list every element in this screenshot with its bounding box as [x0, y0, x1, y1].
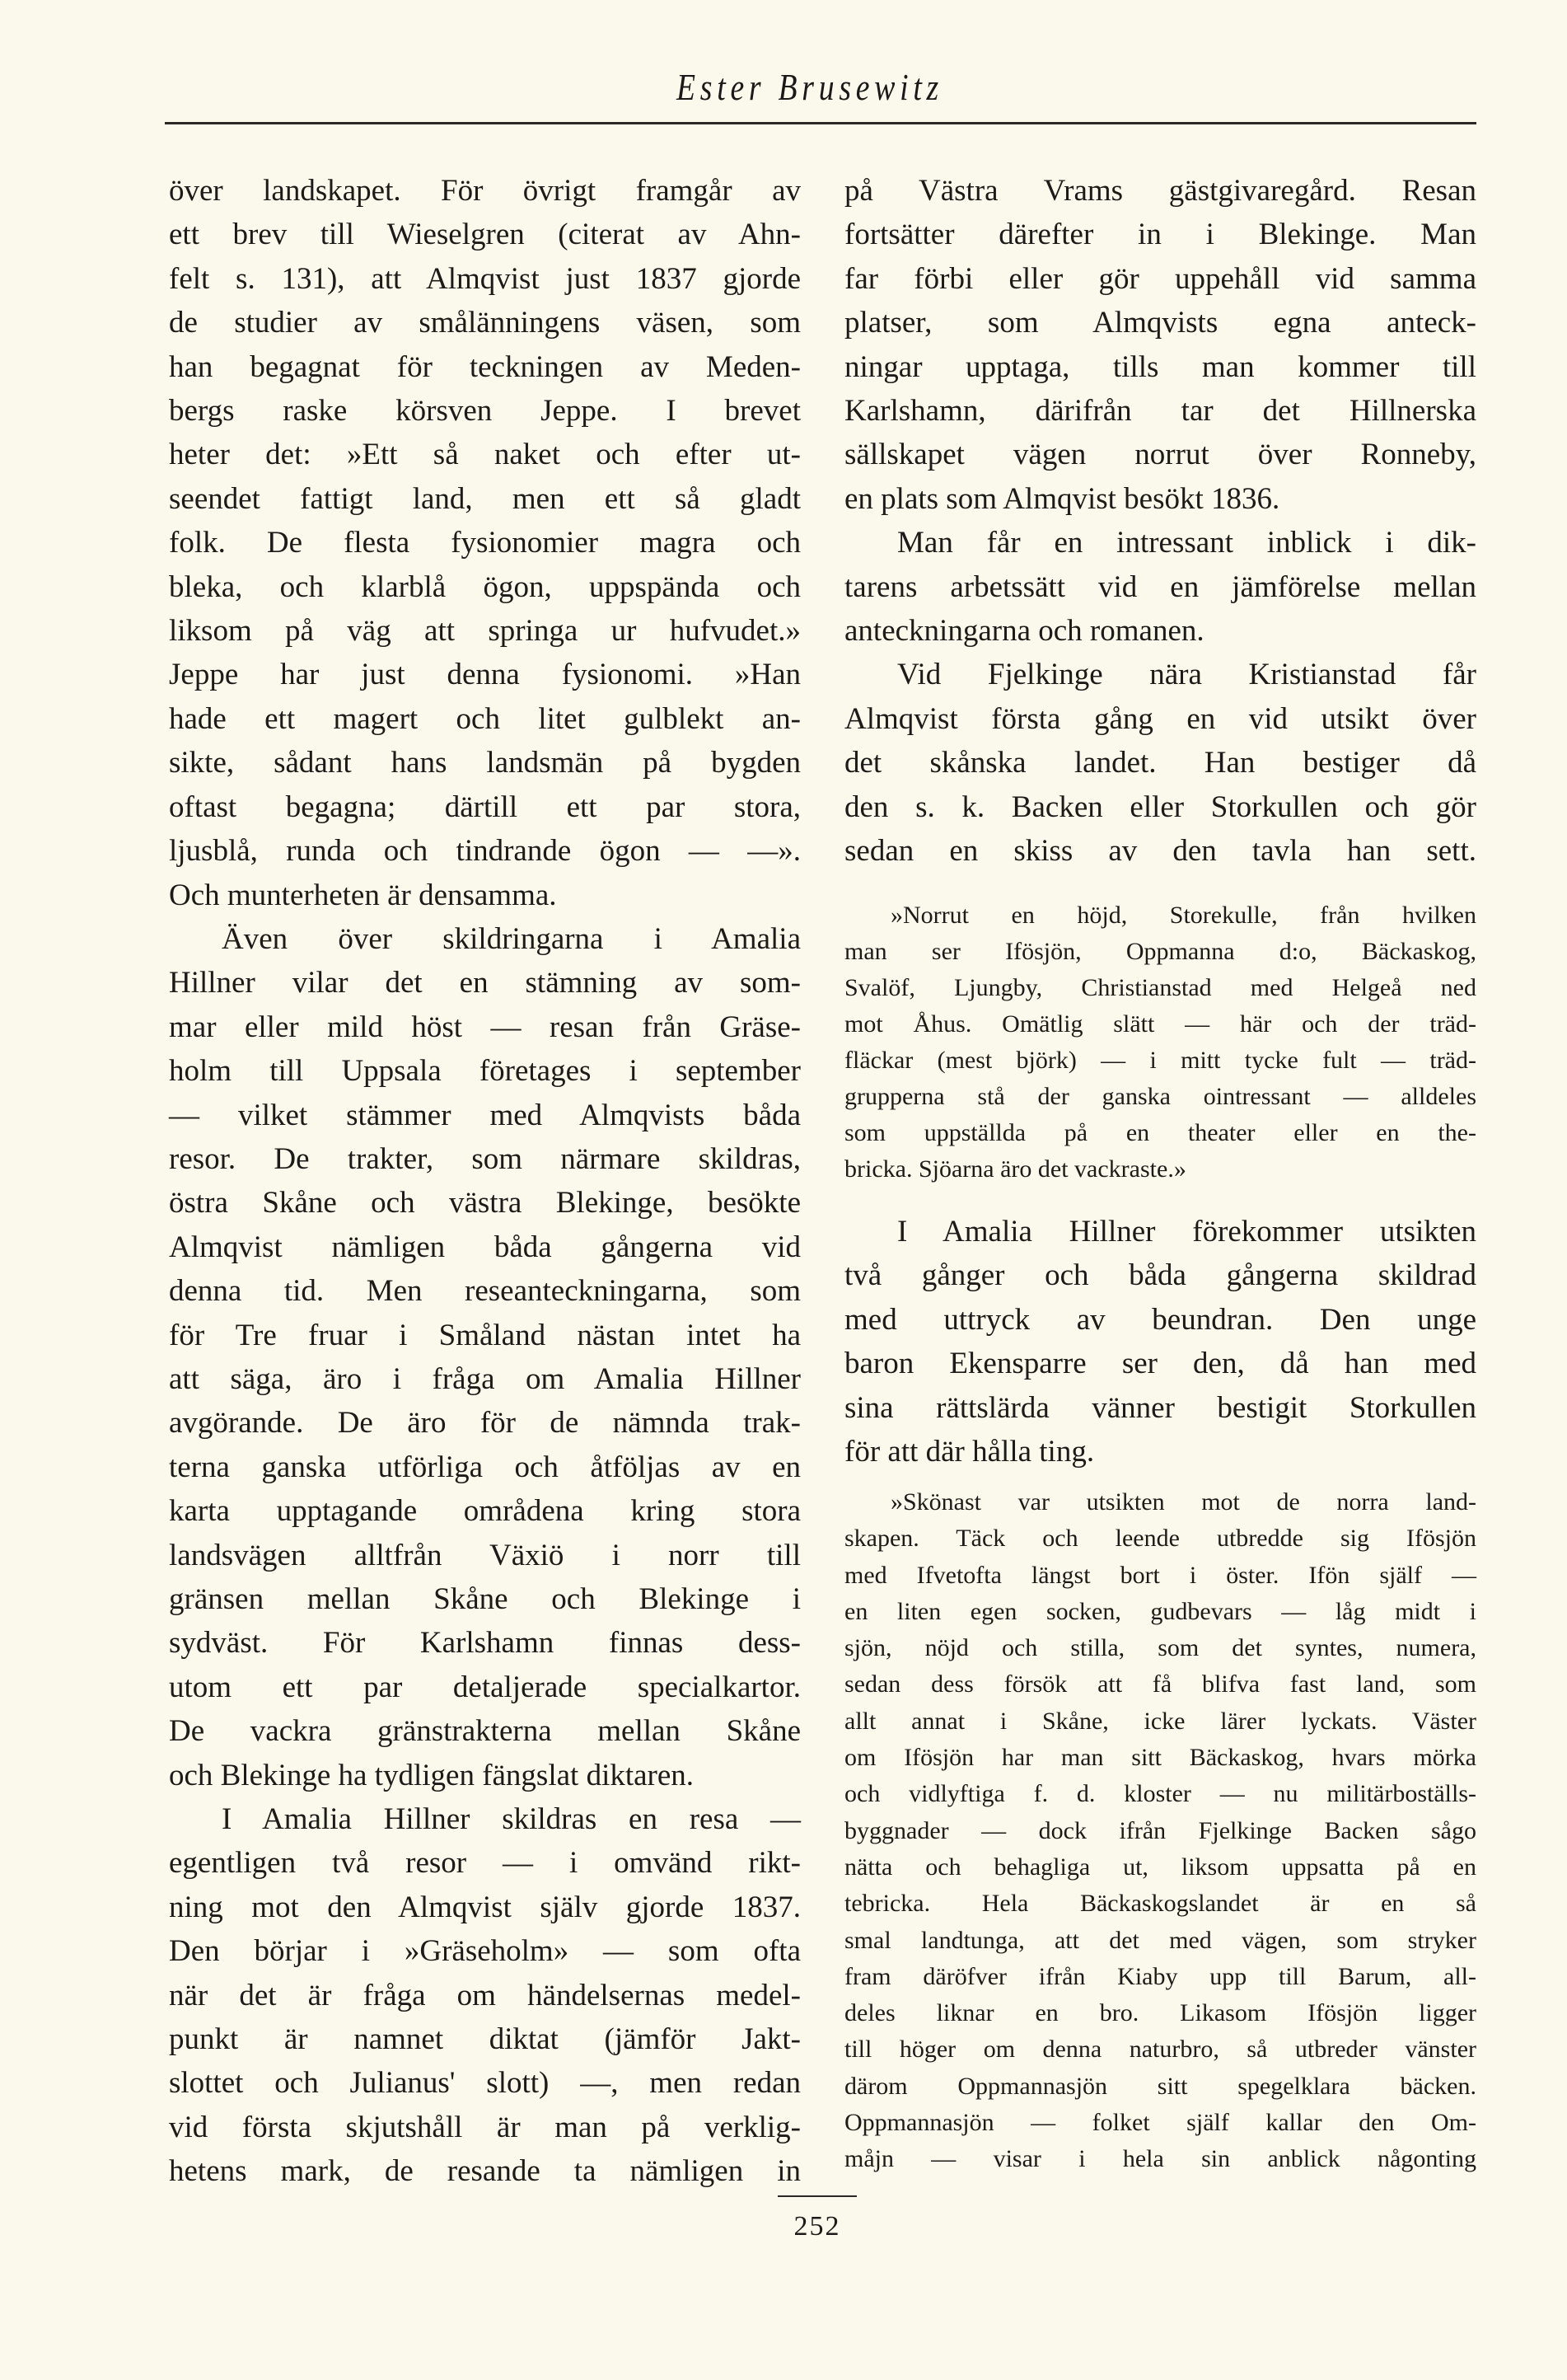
text-line: I Amalia Hillner skildras en resa — — [222, 1802, 801, 1837]
text-line: I Amalia Hillner förekommer utsikten — [897, 1215, 1476, 1249]
text-line: utom ett par detaljerade specialkartor. — [169, 1670, 801, 1704]
text-line: holm till Uppsala företages i september — [169, 1054, 801, 1089]
text-line: anteckningarna och romanen. — [844, 614, 1204, 649]
text-line: allt annat i Skåne, icke lärer lyckats. Väster — [844, 1707, 1476, 1735]
text-line: två gånger och båda gångerna skildrad — [844, 1258, 1476, 1293]
text-line: skapen. Täck och leende utbredde sig Ifösjön — [844, 1525, 1476, 1553]
text-line: Oppmannasjön — folket själf kallar den Om- — [844, 2109, 1476, 2137]
paragraph-amalia-hillner — [844, 1210, 1476, 1473]
text-line: Man får en intressant inblick i dik- — [897, 526, 1476, 560]
text-line: egentligen två resor — i omvänd rikt- — [169, 1846, 801, 1881]
text-line: ningar upptaga, tills man kommer till — [844, 349, 1476, 384]
paragraph — [844, 653, 1476, 873]
text-line: med Ifvetofta längst bort i öster. Ifön själf — — [844, 1561, 1476, 1589]
text-line: — vilket stämmer med Almqvists båda — [169, 1098, 801, 1132]
text-line: en liten egen socken, gudbevars — låg midt i — [844, 1597, 1476, 1625]
text-line: De vackra gränstrakterna mellan Skåne — [169, 1714, 801, 1749]
text-line: fram däröfver ifrån Kiaby upp till Barum, all- — [844, 1962, 1476, 1990]
text-line: man ser Ifösjön, Oppmanna d:o, Bäckaskog, — [844, 938, 1476, 965]
text-line: en plats som Almqvist besökt 1836. — [844, 481, 1280, 516]
text-line: »Norrut en höjd, Storekulle, från hvilken — [891, 902, 1476, 929]
text-line: sedan en skiss av den tavla han sett. — [844, 834, 1476, 869]
text-line: östra Skåne och västra Blekinge, besökte — [169, 1186, 801, 1220]
text-line: avgörande. De äro för de nämnda trak- — [169, 1406, 801, 1441]
text-line: med uttryck av beundran. Den unge — [844, 1302, 1476, 1337]
text-line: till höger om denna naturbro, så utbreder vänster — [844, 2036, 1476, 2064]
text-line: vid första skjutshåll är man på verklig- — [169, 2110, 801, 2144]
block-quote-almqvist-notes — [844, 897, 1476, 1188]
text-line: över landskapet. För övrigt framgår av — [169, 174, 801, 208]
text-line: Den börjar i »Gräseholm» — som ofta — [169, 1934, 801, 1969]
text-line: ett brev till Wieselgren (citerat av Ahn- — [169, 218, 801, 252]
text-line: på Västra Vrams gästgivaregård. Resan — [844, 174, 1476, 208]
text-line: far förbi eller gör uppehåll vid samma — [844, 261, 1476, 296]
text-line: hade ett magert och litet gulblekt an- — [169, 701, 801, 736]
text-line: sedan dess försök att få blifva fast land, som — [844, 1670, 1476, 1698]
text-line: det skånska landet. Han bestiger då — [844, 746, 1476, 780]
text-line: och vidlyftiga f. d. kloster — nu militärboställs- — [844, 1780, 1476, 1808]
text-line: punkt är namnet diktat (jämför Jakt- — [169, 2022, 801, 2057]
header-rule — [165, 122, 1476, 124]
paragraph — [844, 1484, 1476, 2178]
text-line: Även över skildringarna i Amalia — [222, 921, 801, 956]
text-line: mar eller mild höst — resan från Gräse- — [169, 1010, 801, 1044]
text-line: Jeppe har just denna fysionomi. »Han — [169, 658, 801, 692]
paragraph — [169, 1797, 801, 2194]
page-number: 252 — [793, 2211, 841, 2242]
page-number-rule — [778, 2195, 857, 2197]
text-line: fläckar (mest björk) — i mitt tycke fult — träd- — [844, 1047, 1476, 1074]
text-line: landsvägen alltfrån Växiö i norr till — [169, 1538, 801, 1572]
text-line: felt s. 131), att Almqvist just 1837 gjorde — [169, 261, 801, 296]
text-line: Svalöf, Ljungby, Christianstad med Helgeå ned — [844, 974, 1476, 1001]
text-line: Almqvist första gång en vid utsikt över — [844, 701, 1476, 736]
text-line: nätta och behagliga ut, liksom uppsatta på en — [844, 1853, 1476, 1881]
right-column-text — [844, 169, 1476, 874]
left-column — [169, 169, 801, 2194]
text-line: heter det: »Ett så naket och efter ut- — [169, 438, 801, 472]
text-line: ning mot den Almqvist själv gjorde 1837. — [169, 1890, 801, 1924]
text-line: sällskapet vägen norrut över Ronneby, — [844, 438, 1476, 472]
text-line: resor. De trakter, som närmare skildras, — [169, 1141, 801, 1176]
text-line: terna ganska utförliga och åtföljas av en — [169, 1450, 801, 1484]
text-line: den s. k. Backen eller Storkullen och gör — [844, 789, 1476, 824]
text-line: Och munterheten är densamma. — [169, 878, 557, 912]
text-line: seendet fattigt land, men ett så gladt — [169, 481, 801, 516]
text-line: bricka. Sjöarna äro det vackraste.» — [844, 1155, 1186, 1183]
text-line: byggnader — dock ifrån Fjelkinge Backen sågo — [844, 1816, 1476, 1844]
paragraph — [169, 169, 801, 917]
text-line: Karlshamn, därifrån tar det Hillnerska — [844, 394, 1476, 429]
text-line: Vid Fjelkinge nära Kristianstad får — [897, 658, 1476, 692]
text-line: ljusblå, runda och tindrande ögon — —». — [169, 834, 801, 869]
text-line: bleka, och klarblå ögon, uppspända och — [169, 569, 801, 604]
text-line: om Ifösjön har man sitt Bäckaskog, hvars mörka — [844, 1744, 1476, 1772]
text-line: sikte, sådant hans landsmän på bygden — [169, 746, 801, 780]
text-line: de studier av smålänningens väsen, som — [169, 306, 801, 340]
text-line: karta upptagande områdena kring stora — [169, 1494, 801, 1529]
text-line: Almqvist nämligen båda gångerna vid — [169, 1230, 801, 1264]
text-line: Hillner vilar det en stämning av som- — [169, 966, 801, 1000]
text-line: grupperna stå der ganska ointressant — alldeles — [844, 1083, 1476, 1110]
paragraph — [169, 917, 801, 1797]
text-line: baron Ekensparre ser den, då han med — [844, 1347, 1476, 1381]
text-line: liksom på väg att springa ur hufvudet.» — [169, 614, 801, 649]
text-line: tebricka. Hela Bäckaskogslandet är en så — [844, 1890, 1476, 1918]
text-line: tarens arbetssätt vid en jämförelse mellan — [844, 569, 1476, 604]
text-line: bergs raske körsven Jeppe. I brevet — [169, 394, 801, 429]
text-line: fortsätter därefter in i Blekinge. Man — [844, 218, 1476, 252]
text-line: »Skönast var utsikten mot de norra land- — [891, 1488, 1476, 1516]
running-head-author: Ester Brusewitz — [676, 66, 943, 108]
text-line: sjön, nöjd och stilla, som det syntes, numera, — [844, 1634, 1476, 1662]
text-line: för Tre fruar i Småland nästan intet ha — [169, 1318, 801, 1352]
text-line: platser, som Almqvists egna anteck- — [844, 306, 1476, 340]
text-line: deles liknar en bro. Likasom Ifösjön ligger — [844, 1999, 1476, 2027]
paragraph — [844, 169, 1476, 521]
text-line: när det är fråga om händelsernas medel- — [169, 1978, 801, 2012]
text-line: sina rättslärda vänner bestigit Storkullen — [844, 1390, 1476, 1425]
text-line: han begagnat för teckningen av Meden- — [169, 349, 801, 384]
text-line: smal landtunga, att det med vägen, som stryker — [844, 1926, 1476, 1954]
text-line: måjn — visar i hela sin anblick någonting — [844, 2145, 1476, 2173]
text-line: för att där hålla ting. — [844, 1435, 1095, 1469]
text-line: oftast begagna; därtill ett par stora, — [169, 789, 801, 824]
text-line: därom Oppmannasjön sitt spegelklara bäcken. — [844, 2072, 1476, 2100]
text-line: att säga, äro i fråga om Amalia Hillner — [169, 1361, 801, 1396]
text-line: gränsen mellan Skåne och Blekinge i — [169, 1582, 801, 1616]
text-line: sydväst. För Karlshamn finnas dess- — [169, 1626, 801, 1661]
text-line: och Blekinge ha tydligen fängslat diktaren. — [169, 1758, 695, 1792]
paragraph — [844, 521, 1476, 653]
text-line: folk. De flesta fysionomier magra och — [169, 526, 801, 560]
text-line: hetens mark, de resande ta nämligen in — [169, 2154, 801, 2189]
paragraph — [844, 897, 1476, 1188]
paragraph — [844, 1210, 1476, 1473]
text-line: denna tid. Men reseanteckningarna, som — [169, 1274, 801, 1309]
block-quote-novel-excerpt — [844, 1484, 1476, 2178]
text-line: slottet och Julianus' slott) —, men redan — [169, 2066, 801, 2101]
text-line: som uppställda på en theater eller en the- — [844, 1119, 1476, 1146]
text-line: mot Åhus. Omätlig slätt — här och der träd- — [844, 1010, 1476, 1038]
